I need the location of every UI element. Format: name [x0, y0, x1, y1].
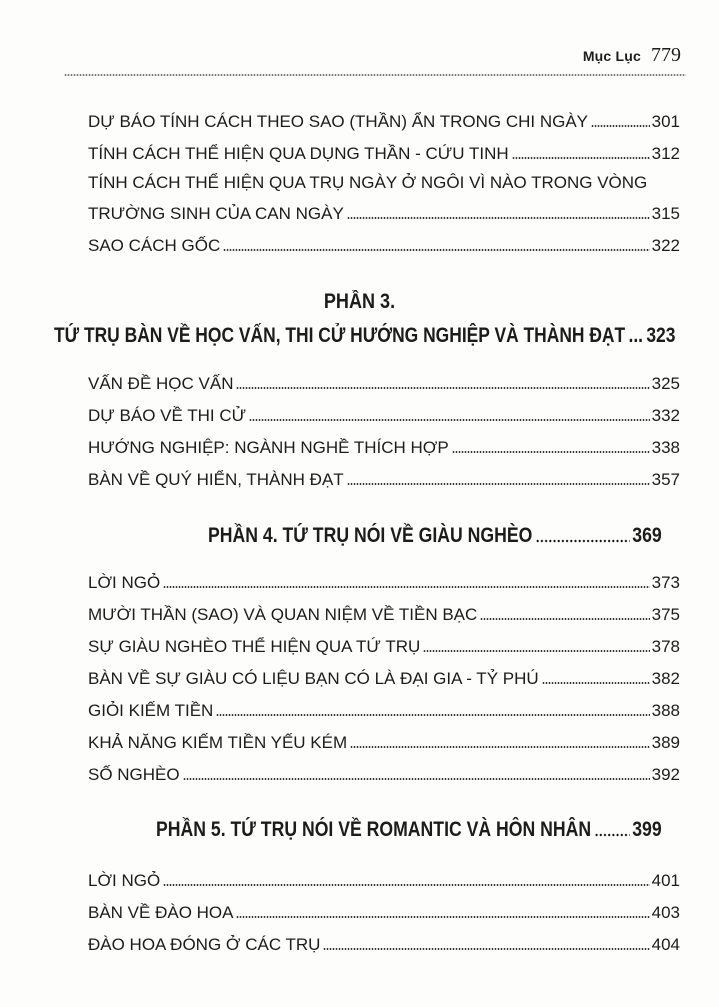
- toc-entry[interactable]: [88, 231, 680, 257]
- toc-entry[interactable]: [88, 760, 680, 786]
- part5-title: PHẦN 5. TỨ TRỤ NÓI VỀ ROMANTIC VÀ HÔN NHÂN: [156, 818, 592, 841]
- toc-entry-title: LỜI NGỎ: [88, 573, 161, 592]
- toc-entry-title-line1[interactable]: TÍNH CÁCH THỂ HIỆN QUA TRỤ NGÀY Ở NGÔI VÌ NÀO TRONG VÒNG: [88, 173, 648, 192]
- toc-entry-title: GIỎI KIẾM TIỀN: [88, 701, 214, 720]
- toc-entry-title: ĐÀO HOA ĐÓNG Ở CÁC TRỤ: [88, 935, 321, 954]
- toc-entry-page: 388: [651, 701, 680, 720]
- part5-title-row[interactable]: [156, 818, 662, 842]
- toc-entry[interactable]: [88, 401, 680, 427]
- dot-leader: [347, 482, 650, 486]
- toc-entry[interactable]: [88, 568, 680, 594]
- toc-entry[interactable]: [88, 369, 680, 395]
- part4-title: PHẦN 4. TỨ TRỤ NÓI VỀ GIÀU NGHÈO: [208, 524, 533, 547]
- toc-entry-title: DỰ BÁO VỀ THI CỬ: [88, 406, 247, 425]
- toc-entry-page: 392: [651, 765, 680, 784]
- dot-leader: [323, 947, 649, 951]
- toc-entry-title: SỐ NGHÈO: [88, 765, 180, 784]
- toc-entry[interactable]: [88, 696, 680, 722]
- page-number: 779: [651, 44, 681, 66]
- toc-entry-page: 403: [651, 903, 680, 922]
- toc-entry-title: HƯỚNG NGHIỆP: NGÀNH NGHỀ THÍCH HỢP: [88, 438, 449, 457]
- part4-page: 369: [632, 524, 662, 547]
- running-header: [583, 44, 681, 67]
- toc-entry[interactable]: [88, 107, 680, 133]
- toc-entry-title: VẤN ĐỀ HỌC VẤN: [88, 374, 234, 393]
- toc-entry-title: BÀN VỀ QUÝ HIỂN, THÀNH ĐẠT: [88, 470, 344, 489]
- toc-entry[interactable]: [88, 632, 680, 658]
- toc-entry-title: SỰ GIÀU NGHÈO THỂ HIỆN QUA TỨ TRỤ: [88, 637, 421, 656]
- toc-entry-title: KHẢ NĂNG KIẾM TIỀN YẾU KÉM: [88, 733, 348, 752]
- toc-entry[interactable]: [88, 465, 680, 491]
- toc-entry-title: DỰ BÁO TÍNH CÁCH THEO SAO (THẦN) ẨN TRONG CHI NGÀY: [88, 112, 589, 131]
- toc-entry-title: BÀN VỀ SỰ GIÀU CÓ LIỆU BẠN CÓ LÀ ĐẠI GIA - TỶ PHÚ: [88, 669, 539, 688]
- toc-entry[interactable]: [88, 930, 680, 956]
- dot-leader: [347, 216, 650, 220]
- toc-entry-page: 338: [651, 438, 680, 457]
- dot-leader: [480, 617, 649, 621]
- toc-entry-page: 404: [651, 935, 680, 954]
- toc-entry-page: 357: [651, 470, 680, 489]
- toc-entry-page: 378: [651, 637, 680, 656]
- toc-entry-title: MƯỜI THẦN (SAO) VÀ QUAN NIỆM VỀ TIỀN BẠC: [88, 605, 478, 624]
- toc-entry[interactable]: [88, 664, 680, 690]
- part3-title-row[interactable]: [54, 324, 675, 348]
- part5-page: 399: [632, 818, 662, 841]
- toc-entry[interactable]: [88, 728, 680, 754]
- toc-entry-title: SAO CÁCH GỐC: [88, 236, 221, 255]
- running-header-title: Mục Lục: [582, 48, 641, 64]
- toc-entry-title: TRƯỜNG SINH CỦA CAN NGÀY: [88, 204, 344, 223]
- dot-leader: [423, 649, 649, 653]
- dot-leader: [512, 156, 650, 160]
- toc-entry-page: 315: [651, 204, 680, 223]
- dot-leader: [591, 124, 650, 128]
- dot-leader: [183, 777, 650, 781]
- dot-leader: [452, 450, 650, 454]
- part4-title-row[interactable]: [208, 524, 662, 548]
- toc-entry-title: TÍNH CÁCH THỂ HIỆN QUA DỤNG THẦN - CỨU TINH: [88, 144, 509, 163]
- dot-leader: [216, 713, 649, 717]
- header-dotted-rule: [64, 73, 686, 77]
- toc-entry-page: 312: [651, 144, 680, 163]
- toc-entry-page: 301: [651, 112, 680, 131]
- dot-leader: [350, 745, 649, 749]
- toc-entry-title: BÀN VỀ ĐÀO HOA: [88, 903, 234, 922]
- dot-leader: [594, 833, 629, 837]
- dot-leader: [236, 915, 649, 919]
- toc-entry[interactable]: [88, 898, 680, 924]
- dot-leader: [223, 248, 649, 252]
- toc-entry[interactable]: [88, 139, 680, 165]
- part3-leader: ...: [628, 324, 644, 347]
- part3-page: 323: [646, 324, 676, 347]
- part3-title: TỨ TRỤ BÀN VỀ HỌC VẤN, THI CỬ HƯỚNG NGHIỆP VÀ THÀNH ĐẠT: [54, 324, 626, 347]
- dot-leader: [163, 585, 649, 589]
- toc-entry[interactable]: [88, 199, 680, 225]
- toc-entry-page: 332: [651, 406, 680, 425]
- dot-leader: [536, 539, 630, 543]
- toc-entry-page: 322: [651, 236, 680, 255]
- toc-entry-title: LỜI NGỎ: [88, 871, 161, 890]
- dot-leader: [236, 386, 649, 390]
- toc-entry-page: 382: [651, 669, 680, 688]
- toc-entry-page: 389: [651, 733, 680, 752]
- toc-entry[interactable]: [88, 433, 680, 459]
- toc-entry-page: 375: [651, 605, 680, 624]
- toc-entry[interactable]: [88, 600, 680, 626]
- part3-heading: PHẦN 3.: [323, 290, 396, 313]
- dot-leader: [249, 418, 649, 422]
- dot-leader: [542, 681, 650, 685]
- toc-entry-page: 373: [651, 573, 680, 592]
- toc-entry-page: 401: [651, 871, 680, 890]
- dot-leader: [163, 883, 649, 887]
- toc-entry[interactable]: [88, 866, 680, 892]
- toc-entry-page: 325: [651, 374, 680, 393]
